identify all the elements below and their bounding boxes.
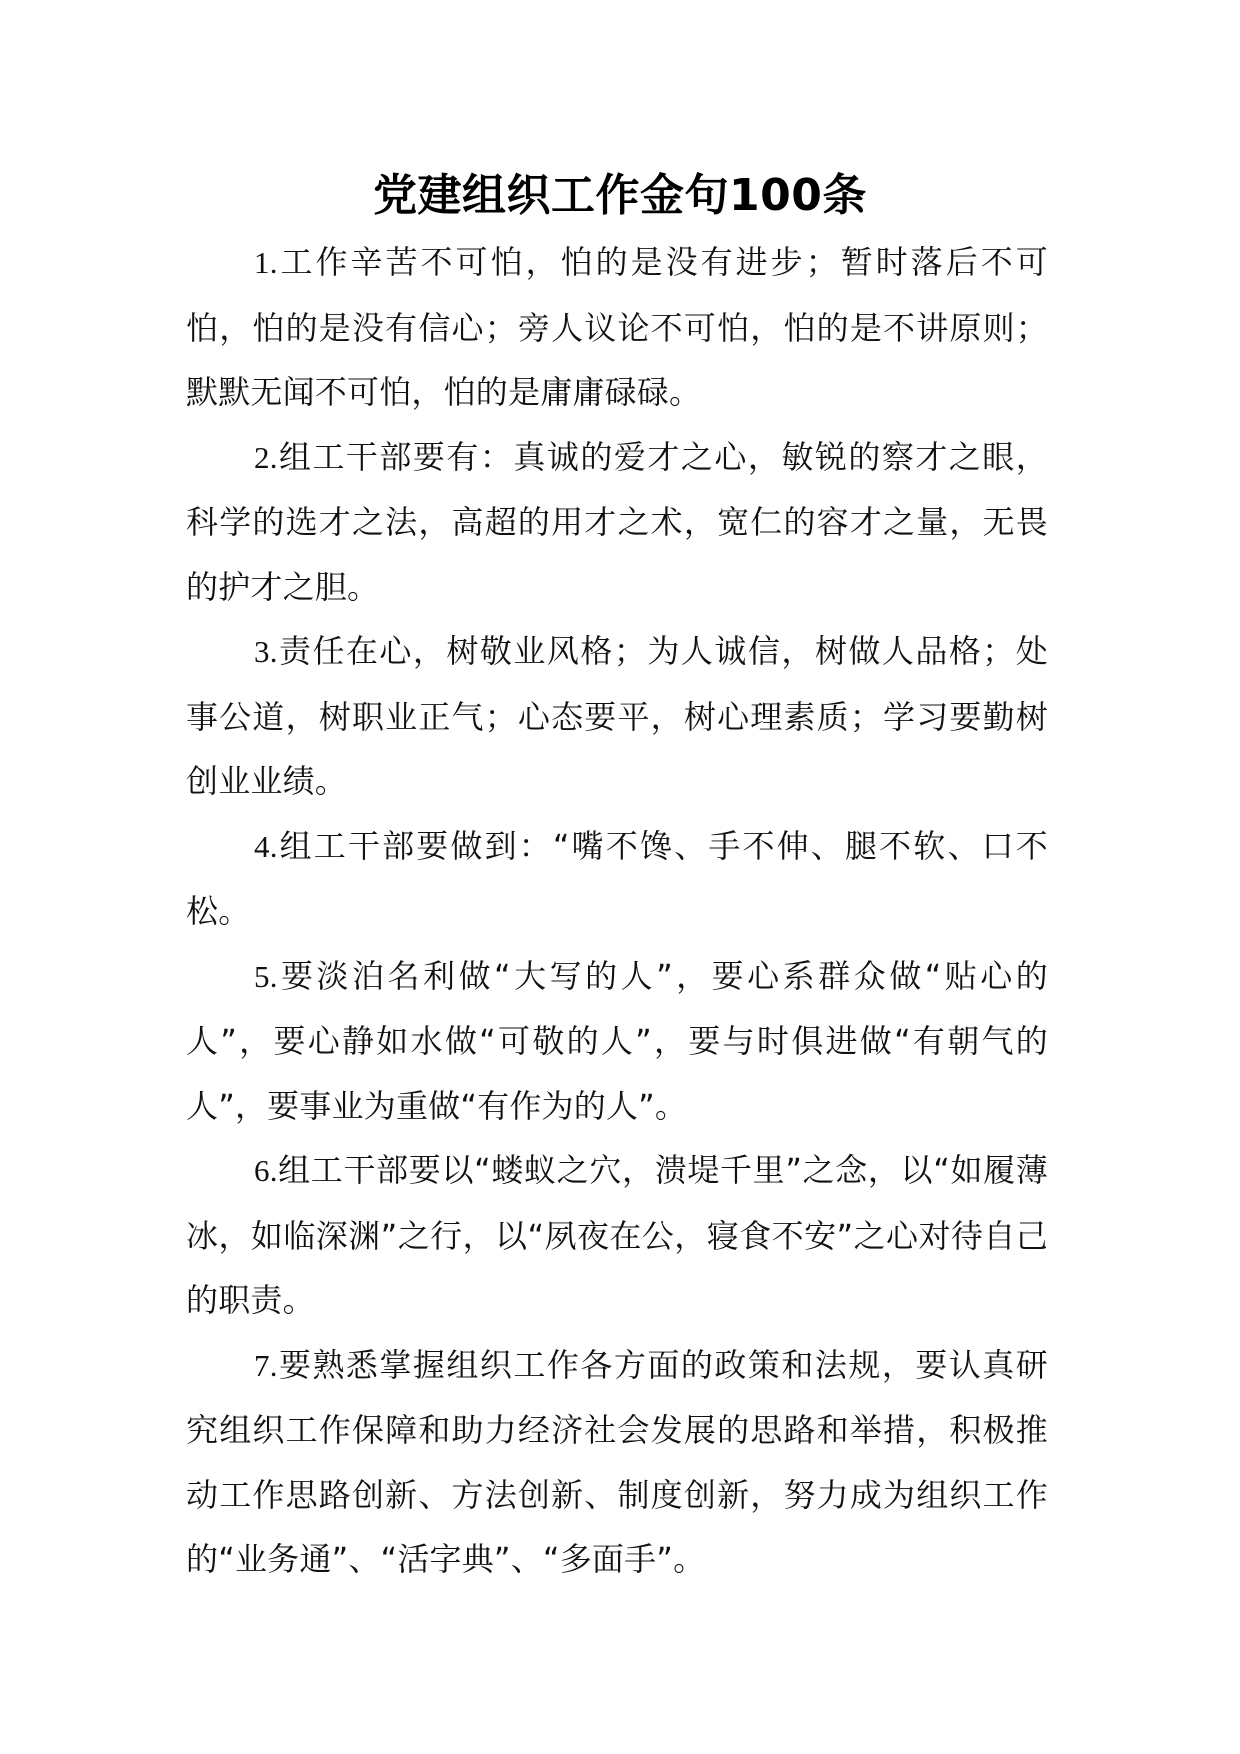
paragraph-number: 7. [254, 1347, 278, 1383]
paragraph-1 [186, 230, 1048, 425]
document-title: 党建组织工作金句100条 [373, 170, 867, 221]
paragraph-4 [186, 814, 1048, 944]
paragraph-6 [186, 1138, 1048, 1333]
paragraph-3 [186, 619, 1048, 814]
paragraph-number: 3. [254, 634, 278, 669]
paragraph-text: 工作辛苦不可怕，怕的是没有进步；暂时落后不可怕，怕的是没有信心；旁人议论不可怕，怕的是不讲原则；默默无闻不可怕，怕的是庸庸碌碌。 [186, 243, 1048, 411]
paragraph-number: 4. [254, 828, 278, 864]
paragraph-number: 1. [254, 245, 278, 280]
paragraph-text: 组工干部要以“蝼蚁之穴，溃堤千里”之念，以“如履薄冰，如临深渊”之行，以“夙夜在公，寝食不安”之心对待自己的职责。 [186, 1151, 1048, 1319]
paragraph-text: 要淡泊名利做“大写的人”，要心系群众做“贴心的人”，要心静如水做“可敬的人”，要与时俱进做“有朝气的人”，要事业为重做“有作为的人”。 [186, 956, 1048, 1125]
paragraph-number: 6. [254, 1153, 278, 1188]
paragraph-2 [186, 425, 1048, 620]
paragraph-5 [186, 944, 1048, 1139]
paragraph-text: 要熟悉掌握组织工作各方面的政策和法规，要认真研究组织工作保障和助力经济社会发展的思路和举措，积极推动工作思路创新、方法创新、制度创新，努力成为组织工作的“业务通”、“活字典”、“多面手”。 [186, 1345, 1048, 1578]
paragraph-number: 2. [254, 439, 278, 475]
paragraph-text: 组工干部要有：真诚的爱才之心，敏锐的察才之眼，科学的选才之法，高超的用才之术，宽仁的容才之量，无畏的护才之胆。 [186, 437, 1048, 606]
paragraph-7 [186, 1333, 1048, 1592]
paragraph-text: 组工干部要做到：“嘴不馋、手不伸、腿不软、口不松。 [186, 826, 1048, 930]
paragraph-text: 责任在心，树敬业风格；为人诚信，树做人品格；处事公道，树职业正气；心态要平，树心理素质；学习要勤树创业业绩。 [186, 632, 1048, 800]
document-body [186, 230, 1048, 1592]
paragraph-number: 5. [254, 958, 278, 994]
